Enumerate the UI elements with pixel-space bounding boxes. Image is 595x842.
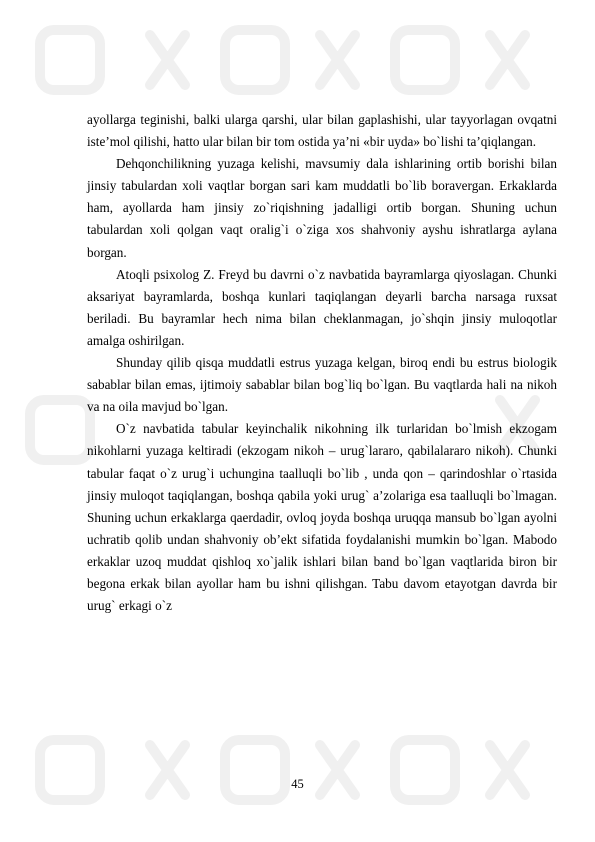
document-body xyxy=(87,109,557,617)
paragraph-4: Shunday qilib qisqa muddatli estrus yuzaga kelgan, biroq endi bu estrus biologik sabablar bilan emas, ijtimoiy sabablar bilan bog`liq bo`lgan. Bu vaqtlarda hali na nikoh va na oila mavjud bo`lgan. xyxy=(87,355,557,415)
paragraph-2: Dehqonchilikning yuzaga kelishi, mavsumiy dala ishlarining ortib borishi bilan jinsiy tabulardan xoli vaqtlar borgan sari kam muddatli bo`lib boravergan. Erkaklarda ham, ayollarda ham jinsiy zo`riqishning jadalligi ortib borgan. Shuning uchun tabulardan xoli qolgan vaqt oralig`i o`ziga xos shahvoniy ayshu ishratlarga aylana borgan. xyxy=(87,156,557,260)
paragraph-5: O`z navbatida tabular keyinchalik nikohning ilk turlaridan bo`lmish ekzogam nikohlarni yuzaga keltiradi (ekzogam nikoh – urug`lararo, qabilalararo nikoh). Chunki tabular faqat o`z urug`i uchungina taalluqli bo`lib , unda qon – qarindoshlar o`rtasida jinsiy muloqot taqiqlangan, boshqa qabila yoki urug` a’zolariga esa taalluqli bo`lmagan. Shuning uchun erkaklarga qaerdadir, ovloq joyda boshqa uruqqa mansub bo`lgan ayolni uchratib qolib undan shahvoniy ob’ekt sifatida foydalanishi mumkin bo`lgan. Mabodo erkaklar uzoq muddat qishloq xo`jalik ishlari bilan band bo`lgan vaqtlarida biron bir begona erkak bilan ayollar ham bu ishni qilishgan. Tabu davom etayotgan davrda bir urug` erkagi o`z xyxy=(87,421,557,614)
paragraph-3: Atoqli psixolog Z. Freyd bu davrni o`z navbatida bayramlarga qiyoslagan. Chunki aksariyat bayramlarda, boshqa kunlari taqiqlangan deyarli barcha narsaga ruxsat beriladi. Bu bayramlar hech nima bilan cheklanmagan, jo`shqin jinsiy muloqotlar amalga oshirilgan. xyxy=(87,266,557,348)
page-number: 45 xyxy=(291,777,304,791)
paragraph-1: ayollarga teginishi, balki ularga qarshi, ular bilan gaplashishi, ular tayyorlagan ovqatni iste’mol qilishi, hatto ular bilan bir tom ostida ya’ni «bir uyda» bo`lishi ta’qiqlangan. xyxy=(87,112,557,150)
